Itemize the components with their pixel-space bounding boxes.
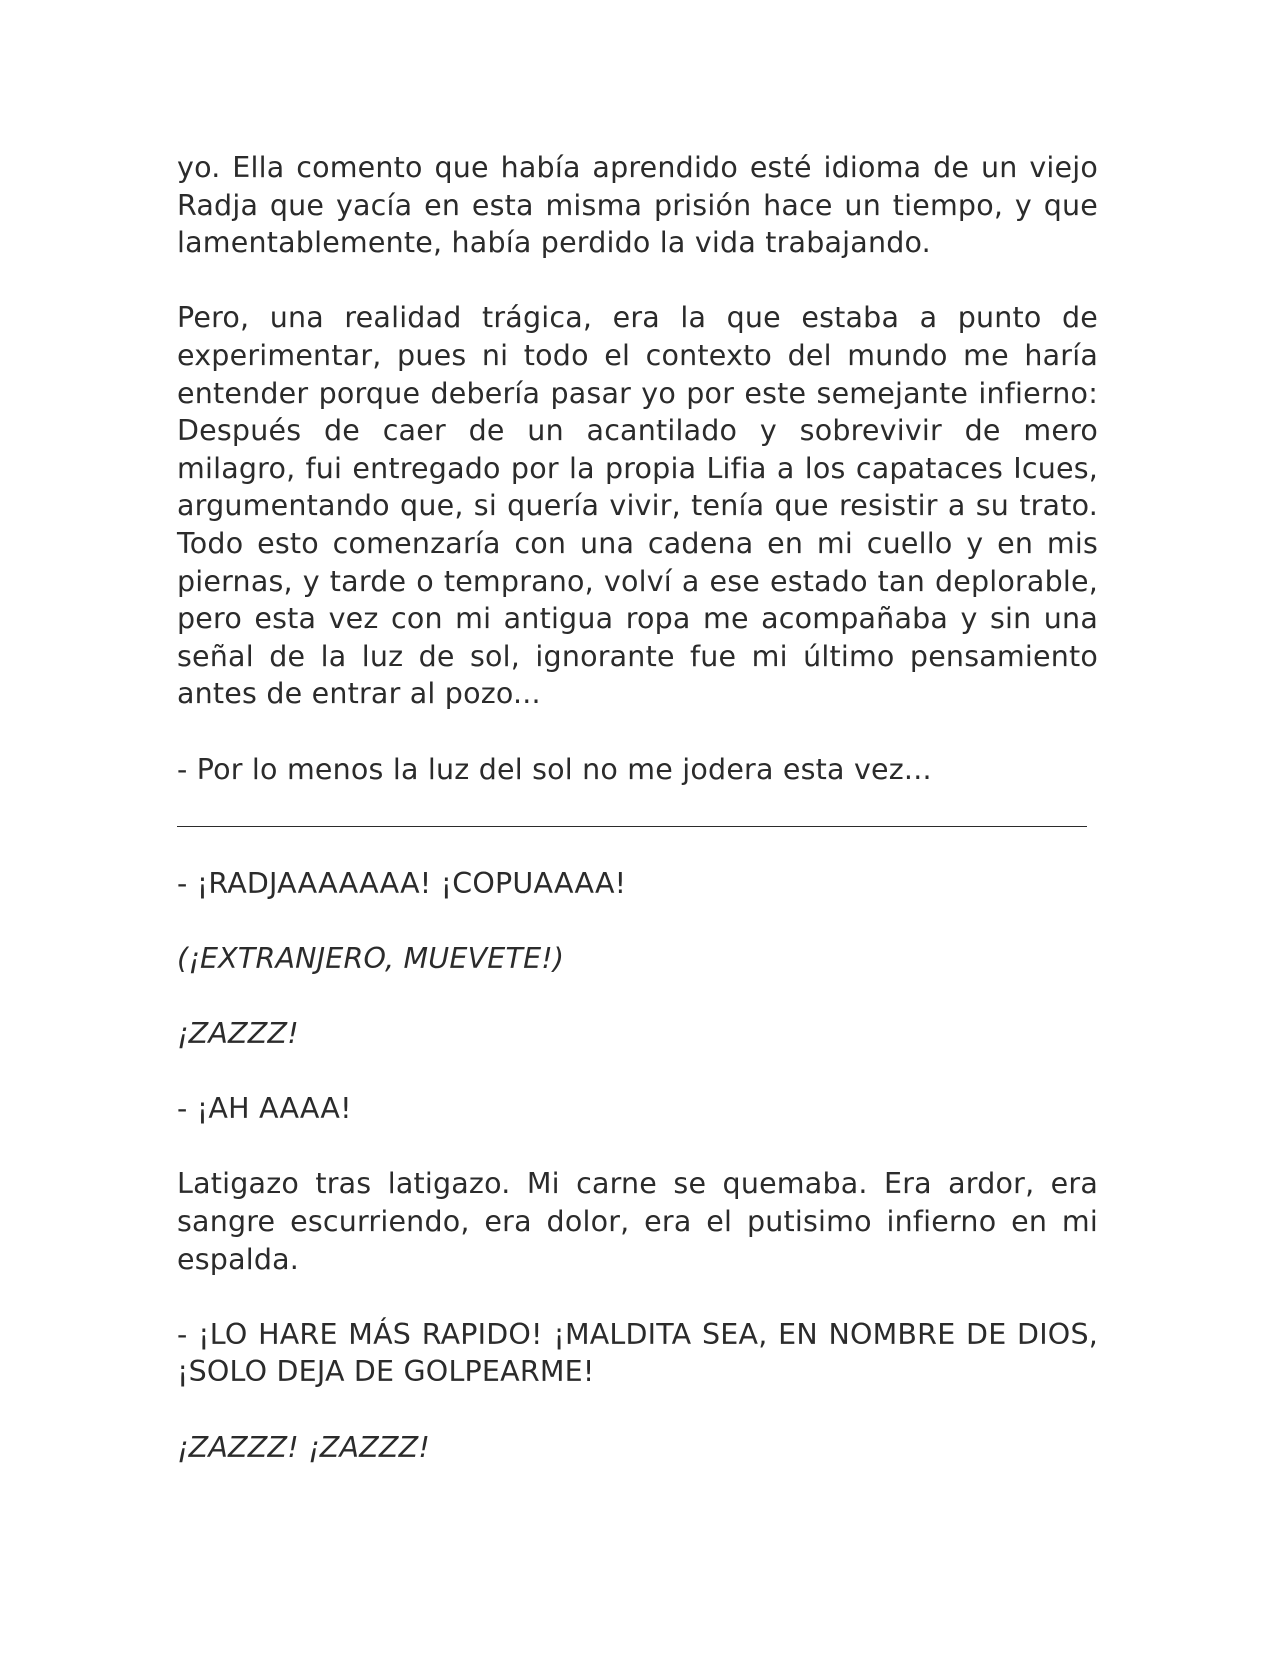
- document-page: [177, 149, 1098, 1504]
- dialogue-plea: - ¡LO HARE MÁS RAPIDO! ¡MALDITA SEA, EN NOMBRE DE DIOS, ¡SOLO DEJA DE GOLPEARME!: [177, 1317, 1098, 1389]
- section-divider: [177, 826, 1087, 827]
- dialogue-radja-shout: - ¡RADJAAAAAAA! ¡COPUAAAA!: [177, 866, 627, 900]
- paragraph-tragic-reality: Pero, una realidad trágica, era la que estaba a punto de experimentar, pues ni todo el contexto del mundo me haría entender porque debería pasar yo por este semejante infierno: Después de caer de un acantilado y sobrevivir de mero milagro, fui entregado por la propia Lifia a los capataces Icues, argumentando que, si quería vivir, tenía que resistir a su trato. Todo esto comenzaría con una cadena en mi cuello y en mis piernas, y tarde o temprano, volví a ese estado tan deplorable, pero esta vez con mi antigua ropa me acompañaba y sin una señal de la luz de sol, ignorante fue mi último pensamiento antes de entrar al pozo...: [177, 301, 1098, 711]
- dialogue-sun-line: - Por lo menos la luz del sol no me jodera esta vez...: [177, 752, 932, 786]
- dialogue-scream: - ¡AH AAAA!: [177, 1092, 352, 1126]
- paragraph-intro: yo. Ella comento que había aprendido esté idioma de un viejo Radja que yacía en esta misma prisión hace un tiempo, y que lamentablemente, había perdido la vida trabajando.: [177, 151, 1098, 260]
- sound-effect-whip: ¡ZAZZZ!: [177, 1017, 299, 1051]
- sound-effect-whip-double: ¡ZAZZZ! ¡ZAZZZ!: [177, 1430, 430, 1464]
- paragraph-lashes: Latigazo tras latigazo. Mi carne se quemaba. Era ardor, era sangre escurriendo, era dolor, era el putisimo infierno en mi espalda.: [177, 1167, 1098, 1276]
- translation-note: (¡EXTRANJERO, MUEVETE!): [177, 941, 565, 975]
